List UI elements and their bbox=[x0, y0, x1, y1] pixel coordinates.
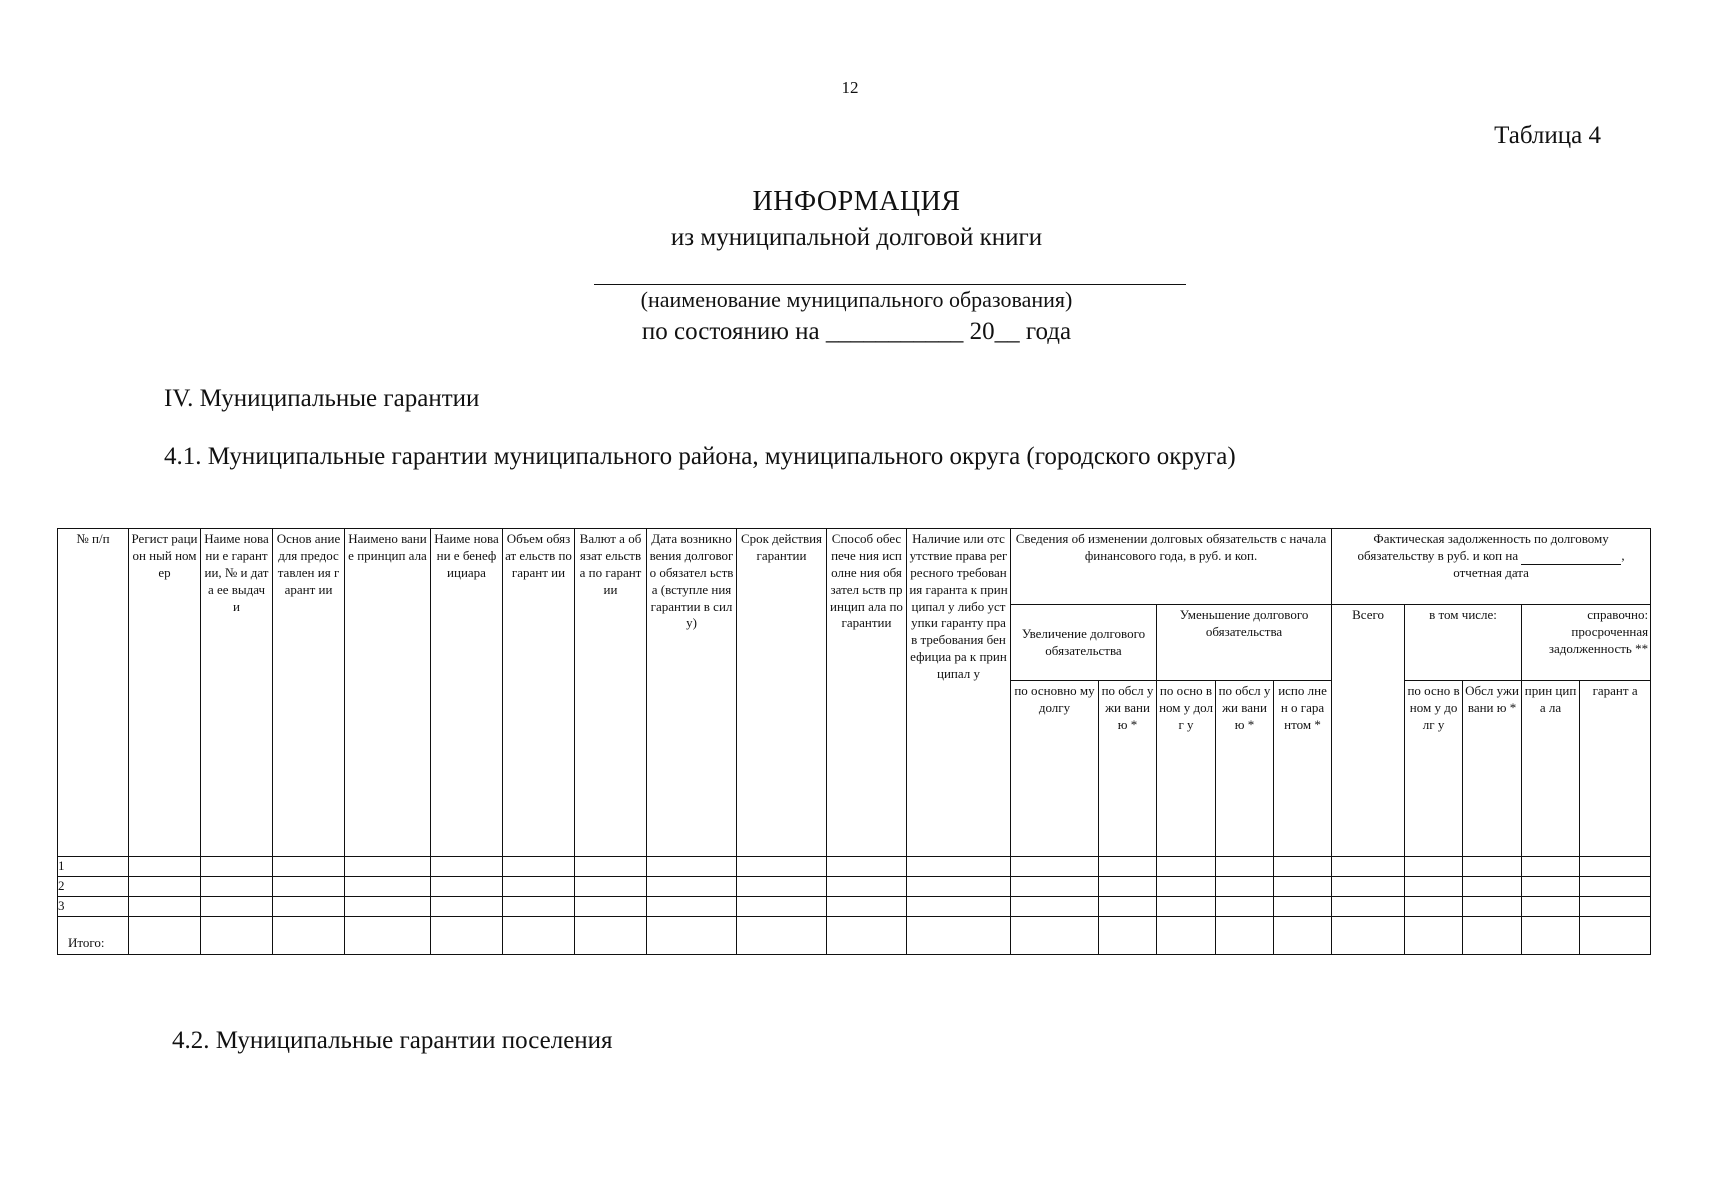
header-increase-service: по обсл ужи вани ю * bbox=[1099, 681, 1157, 857]
header-registration-number: Регист рацион ный номер bbox=[129, 529, 201, 857]
header-decrease-guarantor: испо лнен о гара нтом * bbox=[1274, 681, 1332, 857]
header-total: Всего bbox=[1332, 605, 1405, 857]
report-date-caption: отчетная дата bbox=[1453, 564, 1529, 580]
header-regress-right: Наличие или отсутствие права регресного требования гаранта к принципал у либо уступки гаранту прав требования бенефициа ра к принципал у bbox=[907, 529, 1011, 857]
guarantees-table bbox=[57, 528, 1651, 955]
page-number: 12 bbox=[841, 78, 859, 97]
table-row bbox=[58, 857, 1651, 877]
header-decrease-service: по обсл ужи вани ю * bbox=[1216, 681, 1274, 857]
header-increase-main-debt: по основно му долгу bbox=[1011, 681, 1099, 857]
header-obligation-volume: Объем обязат ельств по гарант ии bbox=[503, 529, 575, 857]
header-changes-group: Сведения об изменении долговых обязательств с начала финансового года, в руб. и коп. bbox=[1011, 529, 1332, 605]
subsection-heading-4-2: 4.2. Муниципальные гарантии поселения bbox=[172, 1027, 613, 1054]
actual-debt-text: Фактическая задолженность по долговому обязательству в руб. и коп на bbox=[1357, 531, 1609, 563]
municipality-name-line bbox=[594, 284, 1186, 285]
total-row bbox=[58, 917, 1651, 955]
document-subtitle: из муниципальной долговой книги bbox=[670, 224, 1043, 251]
row-number: 1 bbox=[58, 857, 129, 877]
header-overdue-principal: прин ципа ла bbox=[1522, 681, 1580, 857]
header-guarantee-term: Срок действия гарантии bbox=[737, 529, 827, 857]
section-heading: IV. Муниципальные гарантии bbox=[164, 385, 480, 412]
row-number: 3 bbox=[58, 897, 129, 917]
header-guarantee-document: Наиме новани е гарант ии, № и дата ее выдач и bbox=[201, 529, 273, 857]
report-date-blank bbox=[1521, 552, 1621, 565]
header-actual-main-debt: по осно вном у долг у bbox=[1405, 681, 1463, 857]
subsection-heading-4-1: 4.1. Муниципальные гарантии муниципального района, муниципального округа (городского округа) bbox=[164, 443, 1236, 470]
total-label: Итого: bbox=[58, 917, 129, 955]
header-decrease: Уменьшение долгового обязательства bbox=[1157, 605, 1332, 681]
table-row bbox=[58, 897, 1651, 917]
table-row bbox=[58, 877, 1651, 897]
header-principal: Наимено вание принцип ала bbox=[345, 529, 431, 857]
header-actual-debt-group: Фактическая задолженность по долговому обязательству в руб. и коп на , отчетная дата bbox=[1332, 529, 1651, 605]
header-increase: Увеличение долгового обязательства bbox=[1011, 605, 1157, 681]
document-title: ИНФОРМАЦИЯ bbox=[752, 186, 961, 217]
table-label: Таблица 4 bbox=[1494, 122, 1601, 149]
header-actual-service: Обсл ужи вани ю * bbox=[1463, 681, 1522, 857]
header-beneficiary: Наиме новани е бенеф ициара bbox=[431, 529, 503, 857]
header-decrease-main-debt: по осно вном у долг у bbox=[1157, 681, 1216, 857]
header-overdue: справочно: просроченная задолженность ** bbox=[1522, 605, 1651, 681]
header-including: в том числе: bbox=[1405, 605, 1522, 681]
header-security-method: Способ обеспече ния исполне ния обязател ьств принцип ала по гарантии bbox=[827, 529, 907, 857]
header-obligation-date: Дата возникно вения долговог о обязател ьства (вступле ния гарантии в силу) bbox=[647, 529, 737, 857]
header-currency: Валют а обязат ельств а по гарант ии bbox=[575, 529, 647, 857]
header-basis: Основ ание для предос тавлен ия гарант ии bbox=[273, 529, 345, 857]
municipality-name-caption: (наименование муниципального образования) bbox=[640, 287, 1073, 312]
row-number: 2 bbox=[58, 877, 129, 897]
header-overdue-guarantor: гарант а bbox=[1580, 681, 1651, 857]
header-num: № п/п bbox=[58, 529, 129, 857]
as-of-date-line: по состоянию на ___________ 20__ года bbox=[641, 318, 1072, 345]
